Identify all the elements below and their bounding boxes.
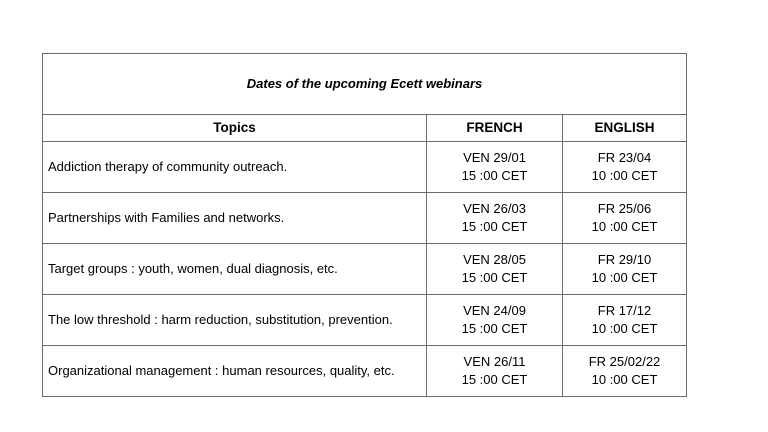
topic-cell: Target groups : youth, women, dual diagnosis, etc. — [43, 244, 427, 295]
english-date: FR 17/12 — [597, 303, 652, 318]
french-date-cell — [427, 295, 563, 346]
french-time: 15 :00 CET — [461, 372, 528, 387]
table-row — [43, 346, 687, 397]
table-header-row — [43, 115, 687, 142]
table-row — [43, 142, 687, 193]
french-date: VEN 29/01 — [463, 150, 526, 165]
table-row — [43, 244, 687, 295]
english-date: FR 29/10 — [597, 252, 652, 267]
english-time: 10 :00 CET — [591, 270, 658, 285]
english-date: FR 25/06 — [597, 201, 652, 216]
header-french: FRENCH — [427, 115, 563, 142]
french-time: 15 :00 CET — [461, 219, 528, 234]
french-date: VEN 24/09 — [463, 303, 526, 318]
french-time: 15 :00 CET — [461, 168, 528, 183]
french-date-cell — [427, 142, 563, 193]
french-date: VEN 28/05 — [463, 252, 526, 267]
french-date-cell — [427, 346, 563, 397]
topic-cell: Addiction therapy of community outreach. — [43, 142, 427, 193]
french-date: VEN 26/03 — [463, 201, 526, 216]
english-date-cell — [563, 244, 687, 295]
topic-cell: Organizational management : human resources, quality, etc. — [43, 346, 427, 397]
header-english: ENGLISH — [563, 115, 687, 142]
english-date-cell — [563, 142, 687, 193]
webinar-schedule-table — [42, 53, 687, 397]
table-row — [43, 295, 687, 346]
topic-cell: Partnerships with Families and networks. — [43, 193, 427, 244]
english-date-cell — [563, 193, 687, 244]
english-time: 10 :00 CET — [591, 372, 658, 387]
english-date: FR 23/04 — [597, 150, 652, 165]
french-time: 15 :00 CET — [461, 270, 528, 285]
french-date-cell — [427, 193, 563, 244]
table-title: Dates of the upcoming Ecett webinars — [43, 54, 687, 115]
french-time: 15 :00 CET — [461, 321, 528, 336]
topic-cell: The low threshold : harm reduction, substitution, prevention. — [43, 295, 427, 346]
english-date-cell — [563, 295, 687, 346]
french-date-cell — [427, 244, 563, 295]
english-date-cell — [563, 346, 687, 397]
english-time: 10 :00 CET — [591, 168, 658, 183]
table-row — [43, 193, 687, 244]
english-time: 10 :00 CET — [591, 321, 658, 336]
french-date: VEN 26/11 — [463, 354, 526, 369]
english-date: FR 25/02/22 — [588, 354, 661, 369]
header-topics: Topics — [43, 115, 427, 142]
english-time: 10 :00 CET — [591, 219, 658, 234]
